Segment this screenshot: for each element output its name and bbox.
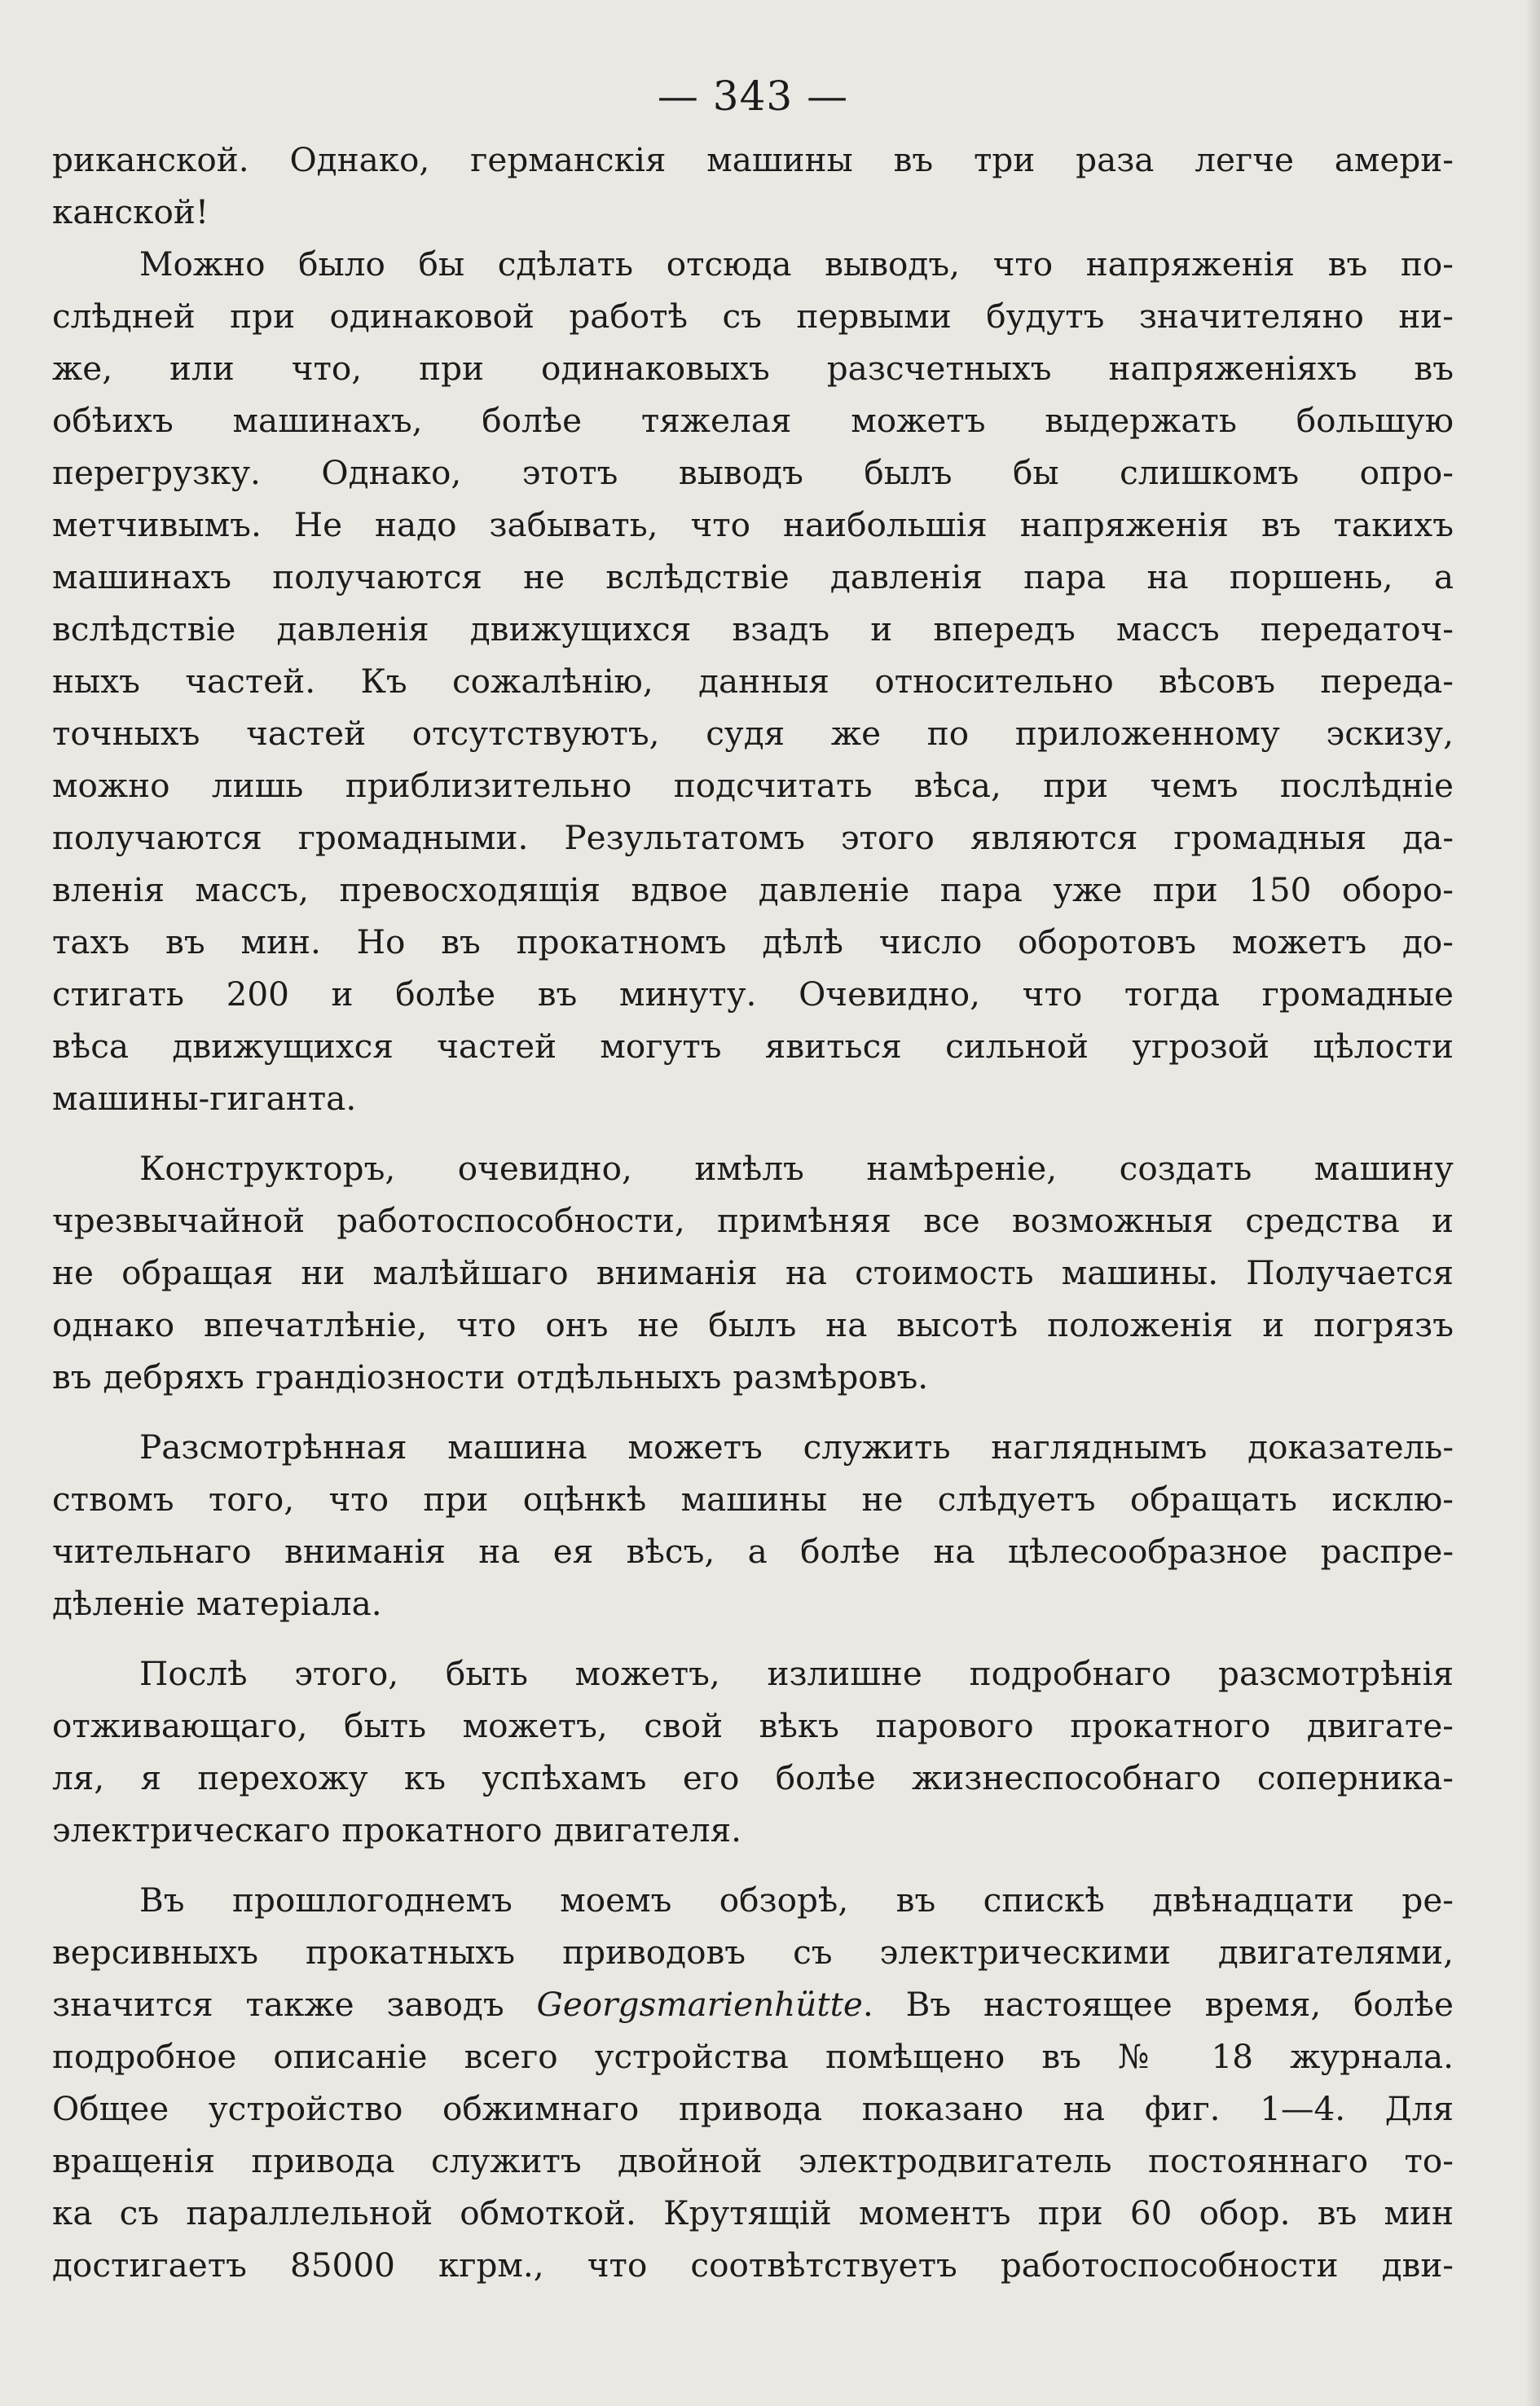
text-line: риканской. Однако, германскія машины въ три раза легче амери- (52, 140, 1454, 179)
text-line: же, или что, при одинаковыхъ разсчетныхъ напряженіяхъ въ (52, 349, 1454, 388)
text-line: версивныхъ прокатныхъ приводовъ съ электрическими двигателями, (52, 1933, 1454, 1972)
text-line: чрезвычайной работоспособности, примѣняя все возможныя средства и (52, 1201, 1454, 1240)
text-line: ныхъ частей. Къ сожалѣнію, данныя относительно вѣсовъ переда- (52, 662, 1454, 701)
foreign-plant-name: Georgsmarienhütte (536, 1985, 863, 2024)
text-line: точныхъ частей отсутствуютъ, судя же по приложенному эскизу, (52, 714, 1454, 753)
text-line: въ дебряхъ грандіозности отдѣльныхъ размѣровъ. (52, 1357, 929, 1397)
text-line: не обращая ни малѣйшаго вниманія на стоимость машины. Получается (52, 1253, 1454, 1292)
text-line: метчивымъ. Не надо забывать, что наибольшія напряженія въ такихъ (52, 505, 1454, 544)
text-line: подробное описаніе всего устройства помѣщено въ № 18 журнала. (52, 2037, 1454, 2076)
page-number: — 343 — (657, 73, 849, 120)
body-text (52, 134, 1454, 2291)
text-line: достигаетъ 85000 кгрм., что соотвѣтствуетъ работоспособности дви- (52, 2245, 1454, 2285)
text-line: чительнаго вниманія на ея вѣсъ, а болѣе на цѣлесообразное распре- (52, 1532, 1454, 1571)
text-line: слѣдней при одинаковой работѣ съ первыми будутъ значителяно ни- (52, 297, 1454, 336)
text-line: стигать 200 и болѣе въ минуту. Очевидно, что тогда громадные (52, 974, 1454, 1014)
text-line: можно лишь приблизительно подсчитать вѣса, при чемъ послѣдніе (52, 766, 1454, 805)
text-line: перегрузку. Однако, этотъ выводъ былъ бы слишкомъ опро- (52, 453, 1454, 492)
text-segment: значится также заводъ (52, 1985, 537, 2024)
text-line: вслѣдствіе давленія движущихся взадъ и впередъ массъ передаточ- (52, 609, 1454, 649)
text-line: вленія массъ, превосходящія вдвое давленіе пара уже при 150 оборо- (52, 870, 1454, 909)
text-line: машины-гиганта. (52, 1079, 357, 1118)
text-line: ля, я перехожу къ успѣхамъ его болѣе жизнеспособнаго соперника- (52, 1758, 1454, 1797)
text-line: тахъ въ мин. Но въ прокатномъ дѣлѣ число оборотовъ можетъ до- (52, 922, 1454, 961)
text-line-with-foreign-name (52, 1978, 1454, 2030)
text-line: канской! (52, 192, 209, 231)
text-line: отживающаго, быть можетъ, свой вѣкъ парового прокатного двигате- (52, 1706, 1454, 1745)
text-line: однако впечатлѣніе, что онъ не былъ на высотѣ положенія и погрязъ (52, 1305, 1454, 1344)
text-line: получаются громадными. Результатомъ этого являются громадныя да- (52, 818, 1454, 857)
text-line: дѣленіе матеріала. (52, 1584, 382, 1623)
text-line: Въ прошлогоднемъ моемъ обзорѣ, въ спискѣ двѣнадцати ре- (139, 1880, 1454, 1920)
text-line: ка съ параллельной обмоткой. Крутящій моментъ при 60 обор. въ мин (52, 2193, 1454, 2232)
text-line: вращенія привода служитъ двойной электродвигатель постояннаго то- (52, 2141, 1454, 2180)
page-edge-shadow (1525, 0, 1540, 2406)
text-line: обѣихъ машинахъ, болѣе тяжелая можетъ выдержать большую (52, 401, 1454, 440)
text-line: Можно было бы сдѣлать отсюда выводъ, что напряженія въ по- (139, 244, 1454, 284)
text-line: электрическаго прокатного двигателя. (52, 1810, 742, 1850)
text-line: вѣса движущихся частей могутъ явиться сильной угрозой цѣлости (52, 1027, 1454, 1066)
text-line: Конструкторъ, очевидно, имѣлъ намѣреніе, создать машину (139, 1149, 1454, 1188)
text-line: Разсмотрѣнная машина можетъ служить нагляднымъ доказатель- (139, 1427, 1454, 1467)
text-line: машинахъ получаются не вслѣдствіе давленія пара на поршень, а (52, 557, 1454, 596)
text-line: ствомъ того, что при оцѣнкѣ машины не слѣдуетъ обращать исклю- (52, 1480, 1454, 1519)
text-line: Общее устройство обжимнаго привода показано на фиг. 1—4. Для (52, 2089, 1454, 2128)
text-line: Послѣ этого, быть можетъ, излишне подробнаго разсмотрѣнія (139, 1654, 1454, 1693)
text-segment: . Въ настоящее время, болѣе (862, 1985, 1454, 2024)
